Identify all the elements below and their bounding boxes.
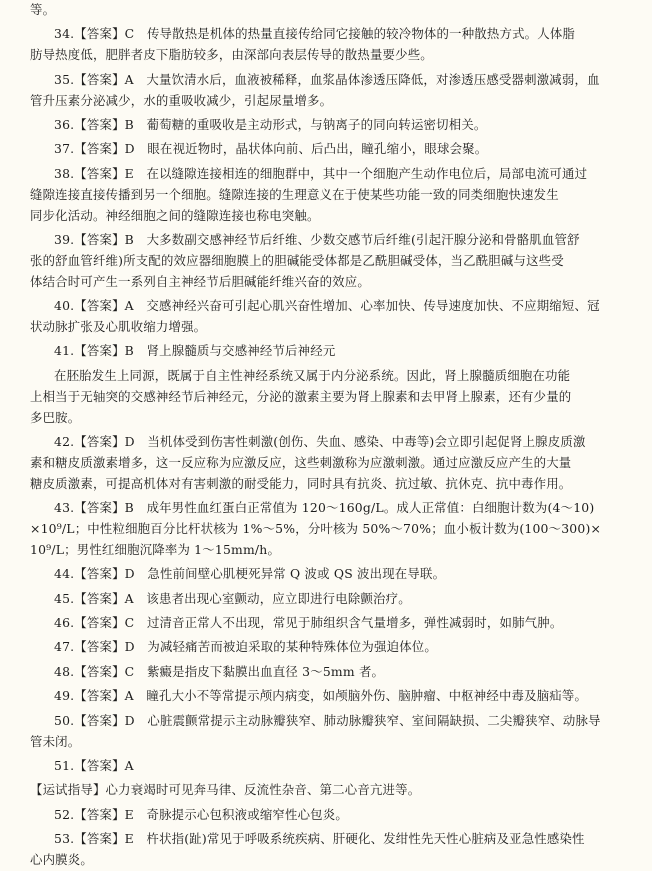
text-line: 53.【答案】E 杵状指(趾)常见于呼吸系统疾病、肝硬化、发绀性先天性心脏病及亚急性感染性 bbox=[54, 831, 585, 847]
text-line: ×10⁹/L；中性粒细胞百分比杆状核为 1%～5%，分叶核为 50%～70%；血小板计数为(100～300)× bbox=[30, 520, 602, 536]
text-line: 43.【答案】B 成年男性血红蛋白正常值为 120～160g/L。成人正常值：白细胞计数为(4～10) bbox=[54, 500, 595, 516]
text-line: 42.【答案】D 当机体受到伤害性刺激(创伤、失血、感染、中毒等)会立即引起促肾上腺皮质激 bbox=[54, 433, 586, 449]
text-line: 体结合时可产生一系列自主神经节后胆碱能纤维兴奋的效应。 bbox=[30, 273, 370, 289]
text-line: 52.【答案】E 奇脉提示心包积液或缩窄性心包炎。 bbox=[54, 806, 348, 822]
text-line: 49.【答案】A 瞳孔大小不等常提示颅内病变，如颅脑外伤、脑肿瘤、中枢神经中毒及脑疝等。 bbox=[54, 688, 588, 704]
text-line: 上相当于无轴突的交感神经节后神经元，分泌的激素主要为肾上腺素和去甲肾上腺素，还有少量的 bbox=[30, 388, 572, 404]
text-line: 肪导热度低，肥胖者皮下脂肪较多，由深部向表层传导的散热量要少些。 bbox=[30, 47, 433, 63]
text-line: 50.【答案】D 心脏震颤常提示主动脉瓣狭窄、肺动脉瓣狭窄、室间隔缺损、二尖瓣狭窄、动脉导 bbox=[54, 712, 601, 728]
text-line: 10⁹/L；男性红细胞沉降率为 1～15mm/h。 bbox=[30, 541, 281, 557]
text-line: 心内膜炎。 bbox=[30, 851, 93, 867]
text-line: 管升压素分泌减少，水的重吸收减少，引起尿量增多。 bbox=[30, 92, 333, 108]
text-line: 35.【答案】A 大量饮清水后，血液被稀释，血浆晶体渗透压降低，对渗透压感受器刺激减弱，血 bbox=[54, 71, 600, 87]
text-line: 34.【答案】C 传导散热是机体的热量直接传给同它接触的较冷物体的一种散热方式。人体脂 bbox=[54, 26, 576, 42]
text-line: 37.【答案】D 眼在视近物时，晶状体向前、后凸出，瞳孔缩小，眼球会聚。 bbox=[54, 141, 488, 157]
text-line: 41.【答案】B 肾上腺髓质与交感神经节后神经元 bbox=[54, 343, 336, 359]
text-line: 40.【答案】A 交感神经兴奋可引起心肌兴奋性增加、心率加快、传导速度加快、不应期缩短、冠 bbox=[54, 298, 600, 314]
text-line: 46.【答案】C 过清音正常人不出现，常见于肺组织含气量增多，弹性减弱时，如肺气肿。 bbox=[54, 615, 563, 631]
text-line: 管未闭。 bbox=[30, 733, 81, 749]
text-line: 张的舒血管纤维)所支配的效应器细胞膜上的胆碱能受体都是乙酰胆碱受体，当乙酰胆碱与这些受 bbox=[30, 252, 564, 268]
text-line: 状动脉扩张及心肌收缩力增强。 bbox=[30, 318, 207, 334]
text-line: 48.【答案】C 紫癜是指皮下黏膜出血直径 3～5mm 者。 bbox=[54, 663, 385, 679]
text-line: 等。 bbox=[30, 2, 56, 17]
text-line: 44.【答案】D 急性前间壁心肌梗死异常 Q 波或 QS 波出现在导联。 bbox=[54, 566, 446, 582]
text-line: 51.【答案】A bbox=[54, 757, 134, 773]
text-line: 【运试指导】心力衰竭时可见奔马律、反流性杂音、第二心音亢进等。 bbox=[30, 782, 421, 798]
text-line: 47.【答案】D 为减轻痛苦而被迫采取的某种特殊体位为强迫体位。 bbox=[54, 639, 437, 655]
text-line: 素和糖皮质激素增多，这一反应称为应激反应，这些刺激称为应激刺激。通过应激反应产生的大量 bbox=[30, 454, 572, 470]
text-line: 39.【答案】B 大多数副交感神经节后纤维、少数交感节后纤维(引起汗腺分泌和骨骼肌血管舒 bbox=[54, 231, 580, 247]
text-line: 缝隙连接直接传播到另一个细胞。缝隙连接的生理意义在于使某些功能一致的同类细胞快速发生 bbox=[30, 186, 559, 202]
text-line: 45.【答案】A 该患者出现心室颤动，应立即进行电除颤治疗。 bbox=[54, 590, 411, 606]
text-line: 糖皮质激素，可提高机体对有害刺激的耐受能力，同时具有抗炎、抗过敏、抗休克、抗中毒作用。 bbox=[30, 475, 572, 491]
text-line: 36.【答案】B 葡萄糖的重吸收是主动形式，与钠离子的同向转运密切相关。 bbox=[54, 116, 487, 132]
text-line: 38.【答案】E 在以缝隙连接相连的细胞群中，其中一个细胞产生动作电位后，局部电流可通过 bbox=[54, 165, 588, 181]
text-line: 多巴胺。 bbox=[30, 409, 81, 425]
document-page bbox=[30, 0, 624, 871]
text-line: 同步化活动。神经细胞之间的缝隙连接也称电突触。 bbox=[30, 207, 320, 223]
text-line: 在胚胎发生上同源，既属于自主性神经系统又属于内分泌系统。因此，肾上腺髓质细胞在功能 bbox=[54, 367, 571, 383]
